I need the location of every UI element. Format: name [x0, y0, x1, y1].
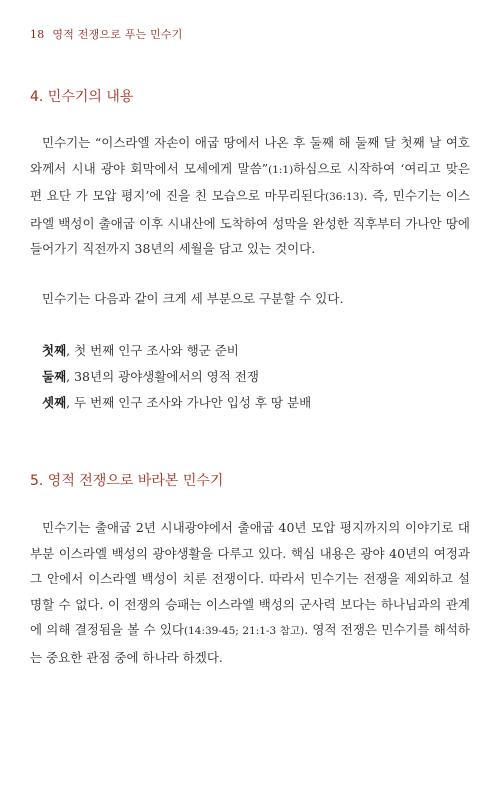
text-run: 하심으로 시작하여 ‘여리고 맞은편 요단 가 모압 평지’에 진을 친 모습으로 마무리된다 [30, 160, 470, 203]
list-ordinal: 셋째 [42, 395, 67, 410]
section-heading-contents: 4. 민수기의 내용 [30, 89, 134, 105]
text-run: . 즉, 민수기는 이스라엘 백성이 출애굽 이후 시내산에 도착하여 성막을 완성한 직후부터 가나안 땅에 들어가기 직전까지 38년의 세월을 담고 있는 것이다. [30, 188, 470, 256]
section4-paragraph-2: 민수기는 다음과 같이 크게 세 부분으로 구분할 수 있다. [42, 291, 344, 306]
section4-paragraph-1 [30, 130, 470, 262]
running-header [30, 26, 183, 42]
page-number: 18 [30, 28, 45, 41]
section-heading-spiritual-warfare: 5. 영적 전쟁으로 바라본 민수기 [30, 473, 224, 489]
list-item-text: , 첫 번째 인구 조사와 행군 준비 [66, 343, 239, 358]
text-run: 민수기는 출애굽 2년 시내광야에서 출애굽 40년 모압 평지까지의 이야기로 대부분 이스라엘 백성의 광야생활을 다루고 있다. 핵심 내용은 광야 40년의 여정과 그 안에서 이스라엘 백성이 치룬 전쟁이다. 따라서 민수기는 전쟁을 제외하고 설명할 수 없다. 이 전쟁의 승패는 이스라엘 백성의 군사력 보다는 하나님과의 관계에 의해 결정됨을 볼 수 있다 [30, 520, 470, 637]
section5-paragraph-1 [30, 515, 470, 670]
list-item [42, 338, 311, 364]
list-item-text: , 두 번째 인구 조사와 가나안 입성 후 땅 분배 [66, 395, 312, 410]
text-run: 민수기는 “이스라엘 자손이 애굽 땅에서 나온 후 둘째 해 둘째 달 첫째 날 여호와께서 시내 광야 회막에서 모세에게 말씀” [30, 135, 470, 176]
list-item-text: , 38년의 광야생활에서의 영적 전쟁 [66, 369, 259, 384]
list-ordinal: 첫째 [42, 343, 67, 358]
division-list [42, 338, 311, 416]
running-title: 영적 전쟁으로 푸는 민수기 [52, 28, 183, 41]
verse-reference: (14:39-45; 21:1-3 참고) [184, 625, 305, 637]
list-item [42, 364, 311, 390]
list-item [42, 390, 311, 416]
verse-reference: (36:13) [325, 191, 364, 203]
list-ordinal: 둘째 [42, 369, 67, 384]
verse-reference: (1:1) [268, 163, 294, 176]
text-run: . 영적 전쟁은 민수기를 해석하는 중요한 관점 중에 하나라 하겠다. [30, 622, 470, 665]
